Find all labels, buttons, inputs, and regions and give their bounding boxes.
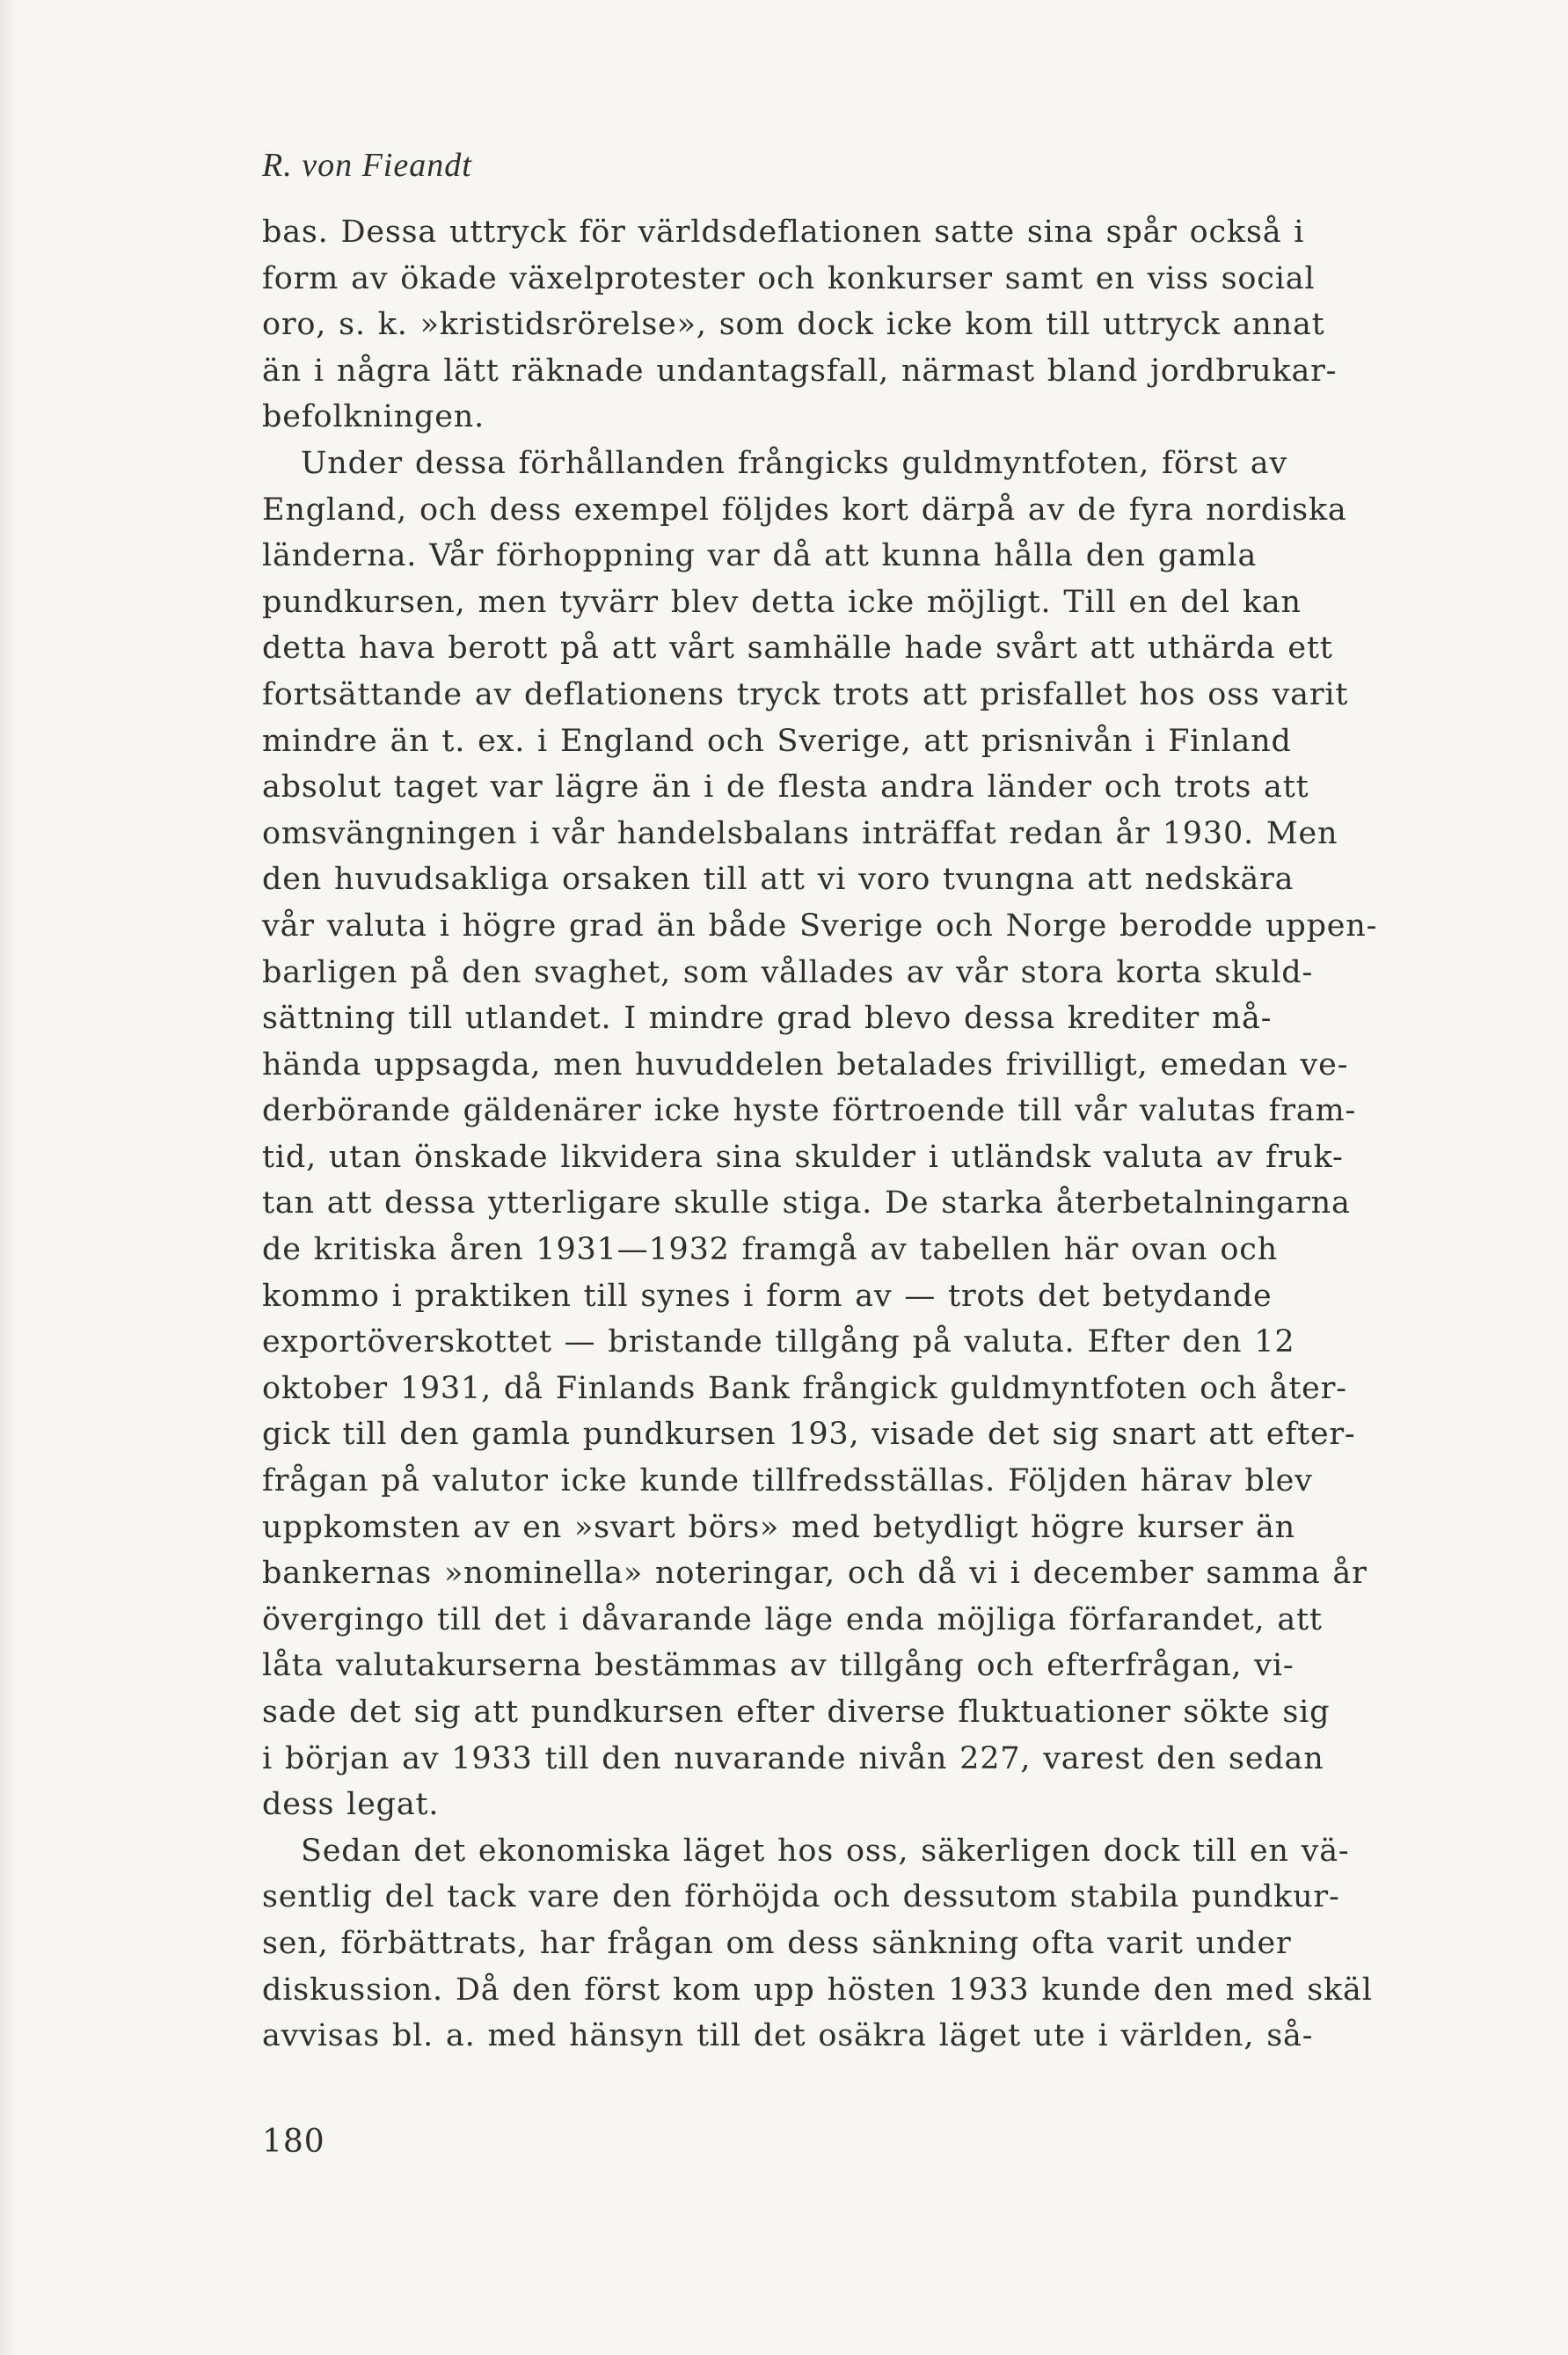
- text-line: gick till den gamla pundkursen 193, visade det sig snart att efter-: [262, 1417, 1356, 1453]
- text-line: länderna. Vår förhoppning var då att kunna hålla den gamla: [262, 538, 1258, 574]
- text-line: i början av 1933 till den nuvarande nivån 227, varest den sedan: [262, 1740, 1324, 1776]
- text-line: England, och dess exempel följdes kort därpå av de fyra nordiska: [262, 492, 1347, 528]
- text-line: sade det sig att pundkursen efter diverse fluktuationer sökte sig: [262, 1695, 1331, 1730]
- text-line: absolut taget var lägre än i de flesta andra länder och trots att: [262, 769, 1309, 806]
- running-header-author: R. von Fieandt: [262, 147, 472, 184]
- text-line: den huvudsakliga orsaken till att vi voro tvungna att nedskära: [262, 862, 1295, 898]
- text-line: avvisas bl. a. med hänsyn till det osäkra läget ute i världen, så-: [262, 2018, 1314, 2054]
- text-line: än i några lätt räknade undantagsfall, närmast bland jordbrukar-: [262, 353, 1338, 389]
- text-line: barligen på den svaghet, som vållades av vår stora korta skuld-: [262, 954, 1314, 990]
- text-line: exportöverskottet — bristande tillgång på valuta. Efter den 12: [262, 1324, 1295, 1360]
- text-line: kommo i praktiken till synes i form av — trots det betydande: [262, 1278, 1273, 1314]
- text-line: fortsättande av deflationens tryck trots att prisfallet hos oss varit: [262, 676, 1349, 712]
- text-line: vår valuta i högre grad än både Sverige och Norge berodde uppen-: [262, 908, 1378, 944]
- text-line: befolkningen.: [262, 399, 485, 435]
- text-line: låta valutakurserna bestämmas av tillgång och efterfrågan, vi-: [262, 1648, 1295, 1684]
- text-line: detta hava berott på att vårt samhälle hade svårt att uthärda ett: [262, 631, 1333, 667]
- paragraph: [262, 1828, 1440, 2060]
- text-line: oro, s. k. »kristidsrörelse», som dock icke kom till uttryck annat: [262, 307, 1325, 343]
- page-content: [262, 148, 1440, 2060]
- text-line: Sedan det ekonomiska läget hos oss, säkerligen dock till en vä-: [301, 1833, 1350, 1869]
- text-line: sättning till utlandet. I mindre grad blevo dessa krediter må-: [262, 1001, 1273, 1037]
- paragraph: [262, 441, 1440, 1828]
- text-line: bankernas »nominella» noteringar, och då vi i december samma år: [262, 1556, 1367, 1592]
- text-line: pundkursen, men tyvärr blev detta icke möjligt. Till en del kan: [262, 584, 1302, 620]
- text-line: omsvängningen i vår handelsbalans inträffat redan år 1930. Men: [262, 815, 1338, 851]
- text-line: uppkomsten av en »svart börs» med betydligt högre kurser än: [262, 1509, 1295, 1545]
- text-line: mindre än t. ex. i England och Sverige, att prisnivån i Finland: [262, 723, 1292, 759]
- page-number: 180: [262, 2124, 325, 2160]
- text-line: tid, utan önskade likvidera sina skulder i utländsk valuta av fruk-: [262, 1139, 1344, 1175]
- text-line: bas. Dessa uttryck för världsdeflationen satte sina spår också i: [262, 215, 1305, 250]
- text-line: hända uppsagda, men huvuddelen betalades frivilligt, emedan ve-: [262, 1046, 1349, 1083]
- text-line: sentlig del tack vare den förhöjda och dessutom stabila pundkur-: [262, 1879, 1340, 1915]
- page-edge-shadow: [0, 0, 16, 2355]
- text-line: de kritiska åren 1931—1932 framgå av tabellen här ovan och: [262, 1232, 1279, 1268]
- text-line: tan att dessa ytterligare skulle stiga. De starka återbetalningarna: [262, 1185, 1351, 1221]
- text-line: diskussion. Då den först kom upp hösten 1933 kunde den med skäl: [262, 1972, 1373, 2008]
- body-text: [262, 209, 1440, 2060]
- text-line: dess legat.: [262, 1787, 440, 1823]
- text-line: derbörande gäldenärer icke hyste förtroende till vår valutas fram-: [262, 1093, 1357, 1129]
- text-line: sen, förbättrats, har frågan om dess sänkning ofta varit under: [262, 1925, 1292, 1961]
- text-line: Under dessa förhållanden frångicks guldmyntfoten, först av: [301, 445, 1288, 481]
- text-line: frågan på valutor icke kunde tillfredsställas. Följden härav blev: [262, 1463, 1313, 1499]
- text-line: övergingo till det i dåvarande läge enda möjliga förfarandet, att: [262, 1601, 1323, 1637]
- text-line: oktober 1931, då Finlands Bank frångick guldmyntfoten och åter-: [262, 1370, 1347, 1406]
- text-line: form av ökade växelprotester och konkurser samt en viss social: [262, 260, 1316, 296]
- paragraph: [262, 209, 1440, 441]
